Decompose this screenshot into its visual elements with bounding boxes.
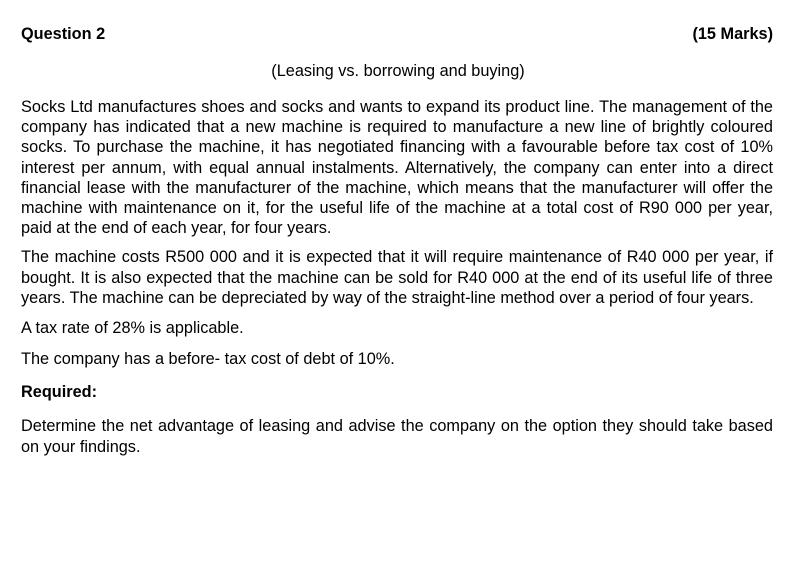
machine-costs-paragraph: The machine costs R500 000 and it is expected that it will require maintenance of R40 000 per year, if bought. It is also expected that the machine can be sold for R40 000 at the end of its useful life of three years. The machine can be depreciated by way of the straight-line method over a period of four years. <box>21 248 773 307</box>
required-text: Determine the net advantage of leasing and advise the company on the option they should take based on your findings. <box>21 417 773 456</box>
required-heading: Required: <box>21 383 97 402</box>
question-document <box>21 24 773 457</box>
question-header <box>21 24 773 44</box>
question-subtitle: (Leasing vs. borrowing and buying) <box>271 62 525 80</box>
marks-label: (15 Marks) <box>692 25 773 43</box>
question-number: Question 2 <box>21 25 106 43</box>
tax-rate-paragraph: A tax rate of 28% is applicable. <box>21 319 244 338</box>
cost-of-debt-paragraph: The company has a before- tax cost of debt of 10%. <box>21 350 395 369</box>
scenario-paragraph: Socks Ltd manufactures shoes and socks and wants to expand its product line. The management of the company has indicated that a new machine is required to manufacture a new line of brightly coloured socks. To purchase the machine, it has negotiated financing with a favourable before tax cost of 10% interest per annum, with equal annual instalments. Alternatively, the company can enter into a direct financial lease with the manufacturer of the machine, which means that the manufacturer will offer the machine with maintenance on it, for the useful life of the machine at a total cost of R90 000 per year, paid at the end of each year, for four years. <box>21 98 773 238</box>
